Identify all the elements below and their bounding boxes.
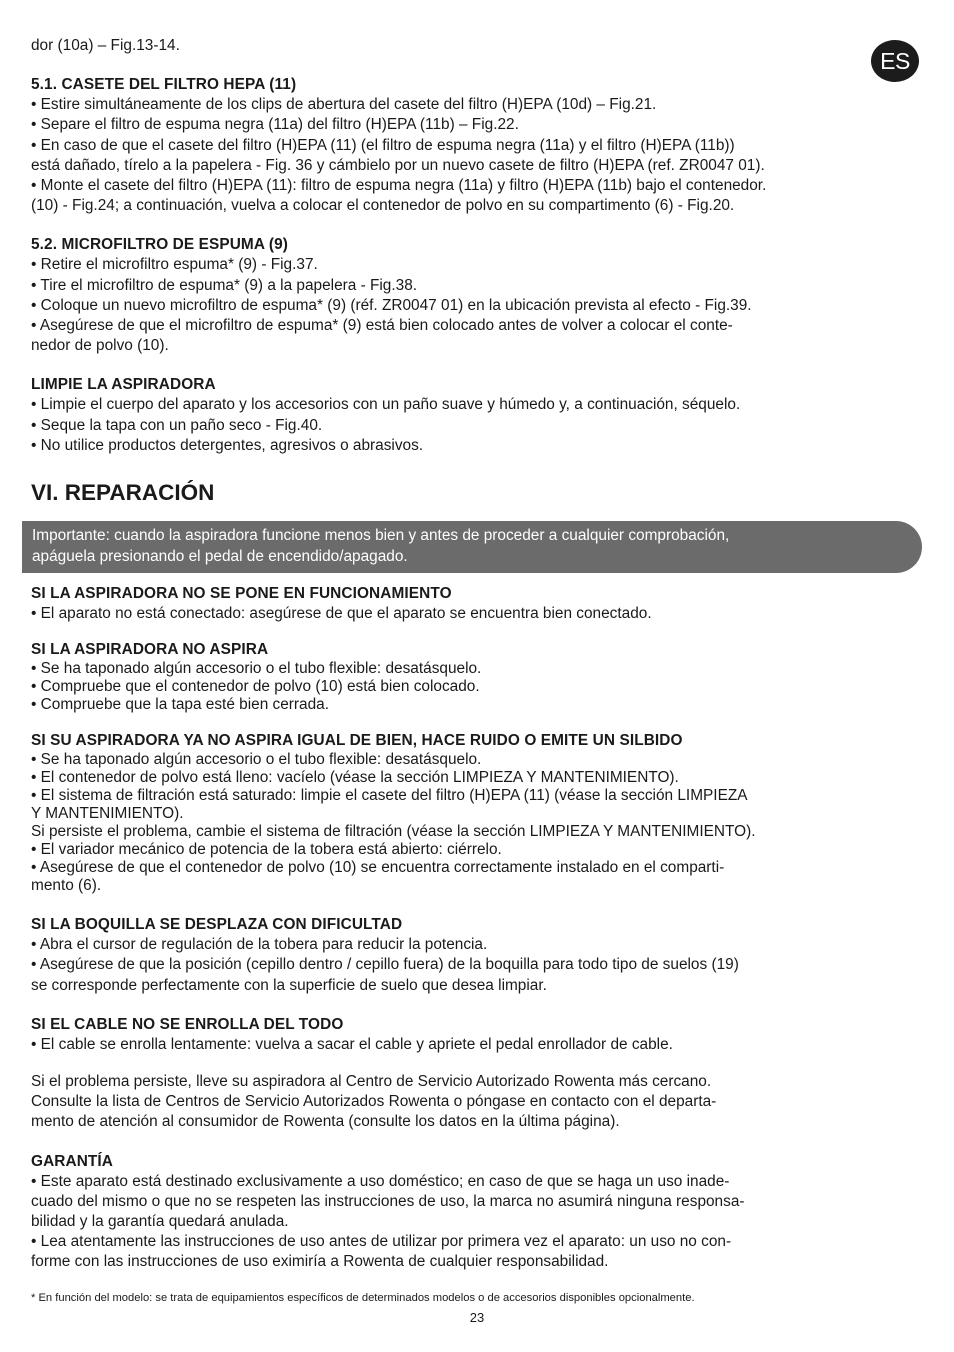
list-item: • Retire el microfiltro espuma* (9) - Fig.37. bbox=[31, 256, 318, 274]
list-item: • Coloque un nuevo microfiltro de espuma* (9) (réf. ZR0047 01) en la ubicación prevista al efecto - Fig.39. bbox=[31, 296, 752, 314]
footnote: * En función del modelo: se trata de equipamientos específicos de determinados modelos o de accesorios disponibles opcionalmente. bbox=[31, 1292, 695, 1304]
list-item: Si persiste el problema, cambie el sistema de filtración (véase la sección LIMPIEZA Y MANTENIMIENTO). bbox=[31, 823, 756, 841]
list-item: • Asegúrese de que el microfiltro de espuma* (9) está bien colocado antes de volver a colocar el conte- nedor de polvo (10). bbox=[31, 317, 733, 355]
section-title: GARANTÍA bbox=[31, 1152, 114, 1170]
language-badge: ES bbox=[871, 40, 919, 82]
section-nozzle-difficulty bbox=[31, 915, 923, 996]
list-item: • Este aparato está destinado exclusivamente a uso doméstico; en caso de que se haga un uso inade- cuado del mismo o que no se respeten las instrucciones de uso, la marca no asumirá ninguna responsa- bilidad y la garantía quedará anulada. bbox=[31, 1172, 745, 1231]
section-cable-rewind bbox=[31, 1015, 923, 1055]
section-title: 5.2. MICROFILTRO DE ESPUMA (9) bbox=[31, 236, 288, 254]
list-item: • Compruebe que la tapa esté bien cerrada. bbox=[31, 696, 329, 714]
important-notice bbox=[22, 521, 922, 573]
list-item: • El sistema de filtración está saturado: limpie el casete del filtro (H)EPA (11) (véase la sección LIMPIEZA Y MANTENIMIENTO). bbox=[31, 787, 748, 823]
section-title: LIMPIE LA ASPIRADORA bbox=[31, 376, 216, 394]
list-item: • El cable se enrolla lentamente: vuelva a sacar el cable y apriete el pedal enrollador de cable. bbox=[31, 1035, 673, 1053]
notice-text: Importante: cuando la aspiradora funcione menos bien y antes de proceder a cualquier comprobación, apáguela presionando el pedal de encendido/apagado. bbox=[32, 527, 730, 565]
service-paragraph: Si el problema persiste, lleve su aspiradora al Centro de Servicio Autorizado Rowenta más cercano. Consulte la lista de Centros de Servicio Autorizados Rowenta o póngase en contacto con el departa- mento de atención al consumidor de Rowenta (consulte los datos en la última página). bbox=[31, 1073, 717, 1131]
section-title: SI LA ASPIRADORA NO ASPIRA bbox=[31, 641, 269, 659]
list-item: • Asegúrese de que la posición (cepillo dentro / cepillo fuera) de la boquilla para todo tipo de suelos (19) se corresponde perfectamente con la superficie de suelo que desea limpiar. bbox=[31, 956, 739, 994]
list-item: • El contenedor de polvo está lleno: vacíelo (véase la sección LIMPIEZA Y MANTENIMIENTO). bbox=[31, 769, 679, 787]
list-item: • Se ha taponado algún accesorio o el tubo flexible: desatásquelo. bbox=[31, 751, 482, 769]
section-warranty bbox=[31, 1152, 923, 1273]
section-foam-microfilter bbox=[31, 235, 923, 356]
list-item: • Limpie el cuerpo del aparato y los accesorios con un paño suave y húmedo y, a continuación, séquelo. bbox=[31, 396, 741, 414]
section-title: SI EL CABLE NO SE ENROLLA DEL TODO bbox=[31, 1015, 344, 1033]
list-item: • Seque la tapa con un paño seco - Fig.40. bbox=[31, 416, 323, 434]
section-title: SI SU ASPIRADORA YA NO ASPIRA IGUAL DE BIEN, HACE RUIDO O EMITE UN SILBIDO bbox=[31, 732, 683, 750]
list-item: • En caso de que el casete del filtro (H)EPA (11) (el filtro de espuma negra (11a) y el filtro (H)EPA (11b)) está dañado, tírelo a la papelera - Fig. 36 y cámbielo por un nuevo casete de filtro (H)EPA (ref. ZR0047 01). bbox=[31, 136, 765, 174]
upper-content bbox=[31, 36, 923, 456]
list-item: • Abra el cursor de regulación de la tobera para reducir la potencia. bbox=[31, 936, 488, 954]
list-item: • Separe el filtro de espuma negra (11a) del filtro (H)EPA (11b) – Fig.22. bbox=[31, 116, 519, 134]
troubleshooting-content bbox=[31, 584, 923, 1273]
list-item: • Lea atentamente las instrucciones de uso antes de utilizar por primera vez el aparato: un uso no con- forme con las instrucciones de uso eximiría a Rowenta de cualquier responsabilidad. bbox=[31, 1233, 732, 1271]
list-item: • Compruebe que el contenedor de polvo (10) está bien colocado. bbox=[31, 678, 480, 696]
section-title: SI LA BOQUILLA SE DESPLAZA CON DIFICULTAD bbox=[31, 916, 403, 934]
section-title: SI LA ASPIRADORA NO SE PONE EN FUNCIONAMIENTO bbox=[31, 585, 452, 602]
intro-line: dor (10a) – Fig.13-14. bbox=[31, 37, 180, 54]
section-clean-vacuum bbox=[31, 375, 923, 456]
page-number: 23 bbox=[469, 1310, 485, 1325]
repair-heading: VI. REPARACIÓN bbox=[31, 480, 215, 505]
section-title: 5.1. CASETE DEL FILTRO HEPA (11) bbox=[31, 76, 297, 94]
list-item: • No utilice productos detergentes, agresivos o abrasivos. bbox=[31, 436, 424, 454]
section-not-starting bbox=[31, 584, 923, 624]
list-item: • Monte el casete del filtro (H)EPA (11): filtro de espuma negra (11a) y filtro (H)EPA (11b) bajo el contenedor. (10) - Fig.24; a continuación, vuelva a colocar el contenedor de polvo en su compartimento (6) - Fig.20. bbox=[31, 177, 767, 215]
section-hepa-cassette bbox=[31, 75, 923, 216]
list-item: • El aparato no está conectado: asegúrese de que el aparato se encuentra bien conectado. bbox=[31, 605, 652, 622]
list-item: • Tire el microfiltro de espuma* (9) a la papelera - Fig.38. bbox=[31, 276, 418, 294]
list-item: • El variador mecánico de potencia de la tobera está abierto: ciérrelo. bbox=[31, 841, 502, 859]
section-no-suction bbox=[31, 640, 923, 714]
list-item: • Estire simultáneamente de los clips de abertura del casete del filtro (H)EPA (10d) – Fig.21. bbox=[31, 96, 657, 114]
section-weak-suction-noise bbox=[31, 731, 923, 895]
list-item: • Asegúrese de que el contenedor de polvo (10) se encuentra correctamente instalado en el comparti- mento (6). bbox=[31, 859, 725, 895]
list-item: • Se ha taponado algún accesorio o el tubo flexible: desatásquelo. bbox=[31, 660, 482, 678]
